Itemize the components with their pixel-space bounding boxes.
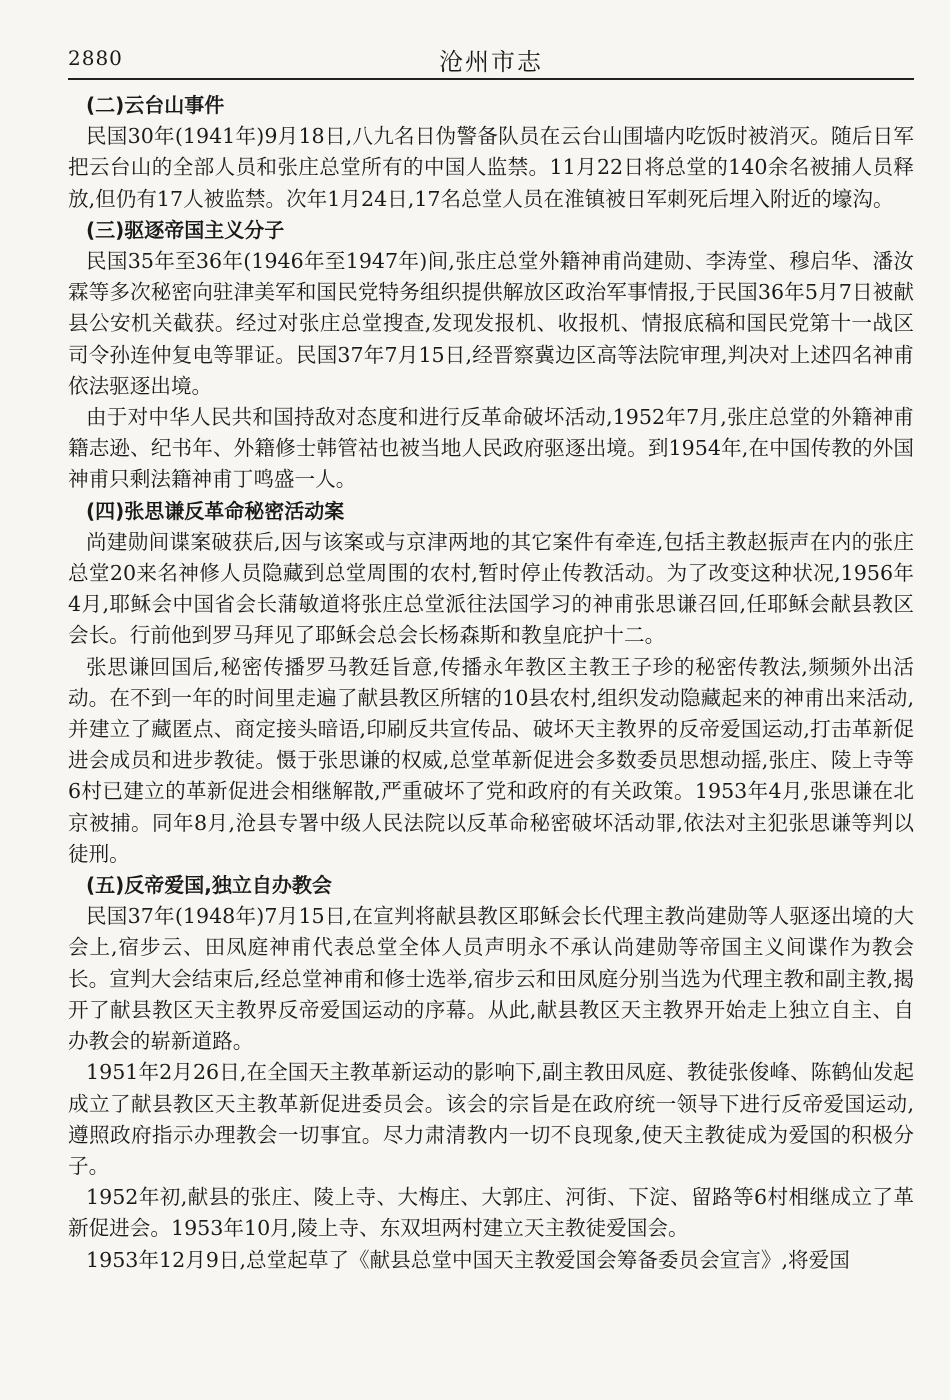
section-heading: (四)张思谦反革命秘密活动案	[86, 498, 345, 523]
page-header	[68, 40, 914, 78]
section-heading: (二)云台山事件	[86, 93, 225, 117]
paragraph: 1953年12月9日,总堂起草了《献县总堂中国天主教爱国会筹备委员会宣言》,将爱国	[86, 1247, 850, 1272]
paragraph: 1951年2月26日,在全国天主教革新运动的影响下,副主教田凤庭、教徒张俊峰、陈鹤仙发起成立了献县教区天主教革新促进委员会。该会的宗旨是在政府统一领导下进行反帝爱国运动,遵照政府指示办理教会一切事宜。尽力肃清教内一切不良现象,使天主教徒成为爱国的积极分子。	[68, 1060, 914, 1178]
paragraph: 1952年初,献县的张庄、陵上寺、大梅庄、大郭庄、河街、下淀、留路等6村相继成立了革新促进会。1953年10月,陵上寺、东双坦两村建立天主教徒爱国会。	[68, 1185, 914, 1241]
section-heading: (三)驱逐帝国主义分子	[86, 217, 285, 242]
paragraph: 民国37年(1948年)7月15日,在宣判将献县教区耶稣会长代理主教尚建勋等人驱逐出境的大会上,宿步云、田凤庭神甫代表总堂全体人员声明永不承认尚建勋等帝国主义间谍作为教会长。宣判大会结束后,经总堂神甫和修士选举,宿步云和田凤庭分别当选为代理主教和副主教,揭开了献县教区天主教界反帝爱国运动的序幕。从此,献县教区天主教界开始走上独立自主、自办教会的崭新道路。	[68, 904, 914, 1054]
header-rule	[68, 78, 914, 80]
paragraph: 民国30年(1941年)9月18日,八九名日伪警备队员在云台山围墙内吃饭时被消灭。随后日军把云台山的全部人员和张庄总堂所有的中国人监禁。11月22日将总堂的140余名被捕人员释放,但仍有17人被监禁。次年1月24日,17名总堂人员在淮镇被日军刺死后埋入附近的壕沟。	[68, 124, 914, 211]
paragraph: 由于对中华人民共和国持敌对态度和进行反革命破坏活动,1952年7月,张庄总堂的外籍神甫籍志逊、纪书年、外籍修士韩管祜也被当地人民政府驱逐出境。到1954年,在中国传教的外国神甫只剩法籍神甫丁鸣盛一人。	[68, 405, 914, 492]
paragraph: 尚建勋间谍案破获后,因与该案或与京津两地的其它案件有牵连,包括主教赵振声在内的张庄总堂20来名神修人员隐藏到总堂周围的农村,暂时停止传教活动。为了改变这种状况,1956年4月,耶稣会中国省会长蒲敏道将张庄总堂派往法国学习的神甫张思谦召回,任耶稣会献县教区会长。行前他到罗马拜见了耶稣会总会长杨森斯和教皇庇护十二。	[68, 529, 914, 648]
section-heading: (五)反帝爱国,独立自办教会	[86, 873, 332, 898]
page-body	[68, 90, 914, 1276]
paragraph: 民国35年至36年(1946年至1947年)间,张庄总堂外籍神甫尚建勋、李涛堂、穆启华、潘汝霖等多次秘密向驻津美军和国民党特务组织提供解放区政治军事情报,于民国36年5月7日被献县公安机关截获。经过对张庄总堂搜查,发现发报机、收报机、情报底稿和国民党第十一战区司令孙连仲复电等罪证。民国37年7月15日,经晋察冀边区高等法院审理,判决对上述四名神甫依法驱逐出境。	[68, 249, 914, 398]
running-title: 沧州市志	[439, 48, 543, 76]
page-number: 2880	[68, 46, 123, 70]
paragraph: 张思谦回国后,秘密传播罗马教廷旨意,传播永年教区主教王子珍的秘密传教法,频频外出活动。在不到一年的时间里走遍了献县教区所辖的10县农村,组织发动隐藏起来的神甫出来活动,并建立了藏匿点、商定接头暗语,印刷反共宣传品、破坏天主教界的反帝爱国运动,打击革新促进会成员和进步教徒。慑于张思谦的权威,总堂革新促进会多数委员思想动摇,张庄、陵上寺等6村已建立的革新促进会相继解散,严重破坏了党和政府的有关政策。1953年4月,张思谦在北京被捕。同年8月,沧县专署中级人民法院以反革命秘密破坏活动罪,依法对主犯张思谦等判以徒刑。	[68, 654, 914, 866]
